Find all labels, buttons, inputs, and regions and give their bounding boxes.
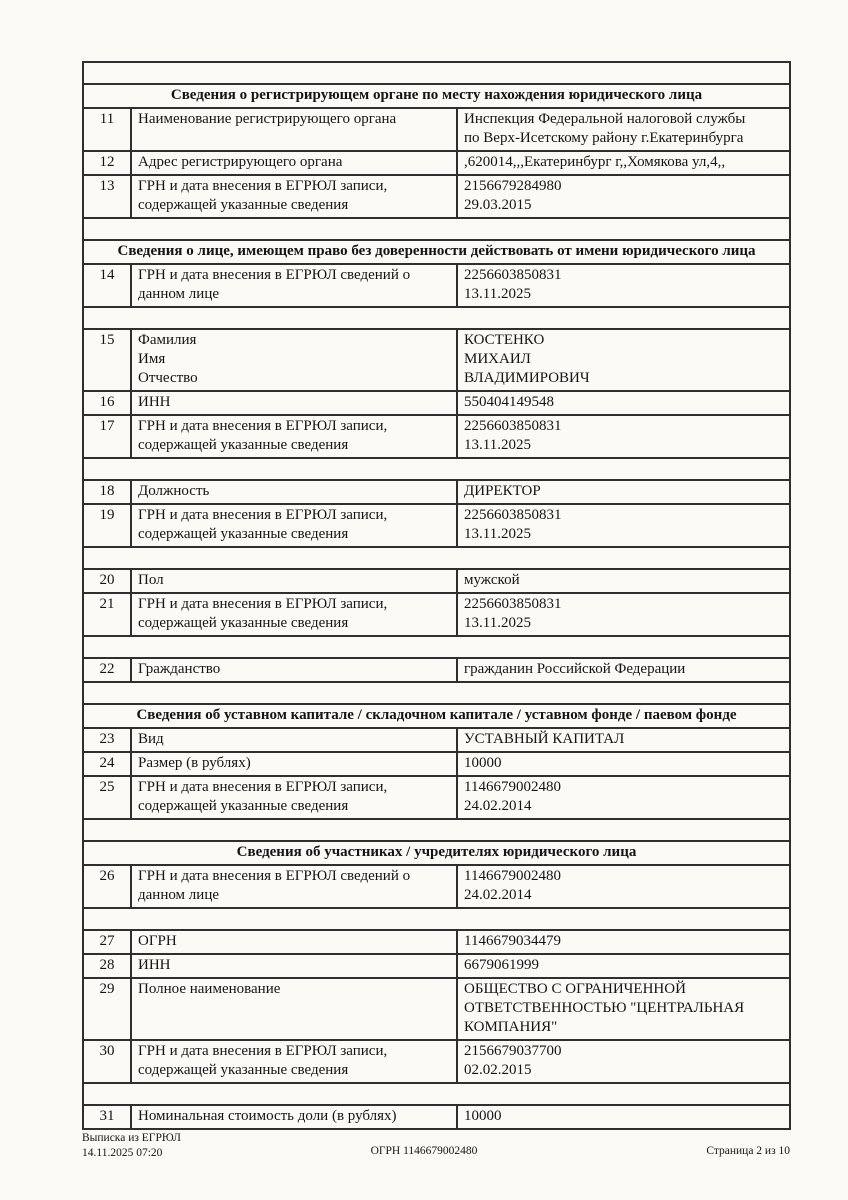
label-line: Вид [138,731,164,747]
row-number: 29 [83,978,131,1040]
spacer-cell [83,1083,790,1105]
value-line: 13.11.2025 [464,615,531,631]
label-line: Должность [138,483,210,499]
value-line: по Верх-Исетскому району г.Екатеринбурга [464,130,744,146]
value-line: гражданин Российской Федерации [464,661,686,677]
row-label [131,954,457,978]
table-row [83,151,790,175]
row-value [457,954,790,978]
value-line: 6679061999 [464,957,539,973]
row-value [457,658,790,682]
row-number: 23 [83,728,131,752]
row-label [131,569,457,593]
row-label [131,658,457,682]
label-line: Адрес регистрирующего органа [138,154,343,170]
value-line: ВЛАДИМИРОВИЧ [464,370,590,386]
value-line: КОМПАНИЯ" [464,1019,558,1035]
spacer-row [83,62,790,84]
section-header-row [83,841,790,865]
section-header: Сведения об участниках / учредителях юридического лица [83,841,790,865]
value-line: 550404149548 [464,394,554,410]
value-line: 13.11.2025 [464,526,531,542]
spacer-cell [83,307,790,329]
table-row [83,1105,790,1129]
value-line: ОБЩЕСТВО С ОГРАНИЧЕННОЙ [464,981,686,997]
row-label [131,504,457,547]
table-row [83,1040,790,1083]
value-line: 2156679037700 [464,1043,562,1059]
row-value [457,569,790,593]
value-line: КОСТЕНКО [464,332,545,348]
row-number: 15 [83,329,131,391]
row-value [457,480,790,504]
label-line: Размер (в рублях) [138,755,251,771]
row-label [131,865,457,908]
table-row [83,954,790,978]
row-number: 30 [83,1040,131,1083]
table-row [83,865,790,908]
value-line: 2256603850831 [464,507,562,523]
row-number: 26 [83,865,131,908]
row-value [457,504,790,547]
label-line: ИНН [138,394,171,410]
row-label [131,391,457,415]
row-label [131,930,457,954]
value-line: УСТАВНЫЙ КАПИТАЛ [464,731,625,747]
label-line: Имя [138,351,166,367]
footer-page-number: Страница 2 из 10 [706,1145,790,1157]
label-line: ГРН и дата внесения в ЕГРЮЛ записи, [138,596,388,612]
value-line: ОТВЕТСТВЕННОСТЬЮ "ЦЕНТРАЛЬНАЯ [464,1000,745,1016]
table-row [83,593,790,636]
row-number: 20 [83,569,131,593]
table-row [83,569,790,593]
spacer-cell [83,218,790,240]
label-line: ГРН и дата внесения в ЕГРЮЛ записи, [138,1043,388,1059]
table-row [83,264,790,307]
row-label [131,978,457,1040]
row-label [131,776,457,819]
row-value [457,108,790,151]
value-line: 24.02.2014 [464,798,532,814]
table-row [83,329,790,391]
row-value [457,151,790,175]
row-number: 24 [83,752,131,776]
value-line: мужской [464,572,520,588]
row-number: 21 [83,593,131,636]
label-line: Наименование регистрирующего органа [138,111,397,127]
spacer-cell [83,458,790,480]
row-value [457,175,790,218]
value-line: ДИРЕКТОР [464,483,541,499]
section-header: Сведения об уставном капитале / складочном капитале / уставном фонде / паевом фонде [83,704,790,728]
table-row [83,108,790,151]
row-value [457,728,790,752]
label-line: Отчество [138,370,198,386]
spacer-row [83,458,790,480]
row-value [457,264,790,307]
spacer-row [83,307,790,329]
value-line: МИХАИЛ [464,351,531,367]
egrul-table [82,61,791,1130]
section-header-row [83,84,790,108]
row-label [131,728,457,752]
row-label [131,593,457,636]
row-number: 17 [83,415,131,458]
table-row [83,391,790,415]
row-value [457,391,790,415]
footer-document-type: Выписка из ЕГРЮЛ [82,1132,181,1144]
label-line: данном лице [138,286,219,302]
table-row [83,930,790,954]
row-number: 16 [83,391,131,415]
footer-extract-datetime: 14.11.2025 07:20 [82,1146,163,1159]
table-row [83,776,790,819]
row-number: 27 [83,930,131,954]
value-line: 13.11.2025 [464,286,531,302]
value-line: 2256603850831 [464,267,562,283]
value-line: 2256603850831 [464,418,562,434]
table-row [83,504,790,547]
label-line: содержащей указанные сведения [138,526,349,542]
label-line: содержащей указанные сведения [138,437,349,453]
spacer-cell [83,547,790,569]
row-value [457,752,790,776]
row-value [457,978,790,1040]
row-number: 25 [83,776,131,819]
label-line: содержащей указанные сведения [138,197,349,213]
value-line: 13.11.2025 [464,437,531,453]
row-number: 19 [83,504,131,547]
table-row [83,658,790,682]
label-line: ГРН и дата внесения в ЕГРЮЛ записи, [138,779,388,795]
value-line: 1146679002480 [464,779,561,795]
label-line: данном лице [138,887,219,903]
row-number: 14 [83,264,131,307]
label-line: ИНН [138,957,171,973]
label-line: ГРН и дата внесения в ЕГРЮЛ записи, [138,507,388,523]
value-line: 29.03.2015 [464,197,532,213]
label-line: содержащей указанные сведения [138,1062,349,1078]
row-label [131,151,457,175]
row-value [457,930,790,954]
spacer-row [83,682,790,704]
spacer-cell [83,636,790,658]
spacer-cell [83,908,790,930]
section-header: Сведения о лице, имеющем право без доверенности действовать от имени юридического лица [83,240,790,264]
row-value [457,776,790,819]
row-label [131,329,457,391]
row-number: 11 [83,108,131,151]
spacer-row [83,547,790,569]
label-line: ГРН и дата внесения в ЕГРЮЛ записи, [138,178,388,194]
label-line: содержащей указанные сведения [138,798,349,814]
row-number: 28 [83,954,131,978]
table-row [83,752,790,776]
row-label [131,264,457,307]
egrul-table-body [83,62,790,1129]
label-line: Номинальная стоимость доли (в рублях) [138,1108,397,1124]
table-row [83,175,790,218]
table-row [83,978,790,1040]
value-line: 10000 [464,1108,502,1124]
spacer-row [83,1083,790,1105]
row-number: 13 [83,175,131,218]
label-line: ГРН и дата внесения в ЕГРЮЛ записи, [138,418,388,434]
spacer-cell [83,682,790,704]
row-value [457,415,790,458]
table-row [83,415,790,458]
section-header: Сведения о регистрирующем органе по месту нахождения юридического лица [83,84,790,108]
value-line: 2156679284980 [464,178,562,194]
footer-ogrn: ОГРН 1146679002480 [370,1145,478,1157]
spacer-cell [83,819,790,841]
value-line: ,620014,,,Екатеринбург г,,Хомякова ул,4,, [464,154,726,170]
row-label [131,752,457,776]
label-line: Фамилия [138,332,197,348]
value-line: 2256603850831 [464,596,562,612]
spacer-row [83,819,790,841]
value-line: Инспекция Федеральной налоговой службы [464,111,746,127]
section-header-row [83,704,790,728]
row-label [131,175,457,218]
value-line: 1146679002480 [464,868,561,884]
row-value [457,329,790,391]
label-line: ОГРН [138,933,177,949]
row-number: 18 [83,480,131,504]
row-number: 22 [83,658,131,682]
value-line: 24.02.2014 [464,887,532,903]
row-label [131,108,457,151]
value-line: 02.02.2015 [464,1062,532,1078]
row-value [457,1040,790,1083]
spacer-row [83,218,790,240]
section-header-row [83,240,790,264]
row-label [131,415,457,458]
label-line: Полное наименование [138,981,281,997]
spacer-row [83,636,790,658]
row-label [131,1040,457,1083]
table-row [83,728,790,752]
row-value [457,1105,790,1129]
row-value [457,865,790,908]
label-line: ГРН и дата внесения в ЕГРЮЛ сведений о [138,267,411,283]
table-row [83,480,790,504]
row-label [131,1105,457,1129]
label-line: ГРН и дата внесения в ЕГРЮЛ сведений о [138,868,411,884]
value-line: 10000 [464,755,502,771]
row-number: 31 [83,1105,131,1129]
row-label [131,480,457,504]
label-line: Пол [138,572,164,588]
label-line: Гражданство [138,661,221,677]
row-value [457,593,790,636]
spacer-cell [83,62,790,84]
row-number: 12 [83,151,131,175]
label-line: содержащей указанные сведения [138,615,349,631]
spacer-row [83,908,790,930]
value-line: 1146679034479 [464,933,561,949]
